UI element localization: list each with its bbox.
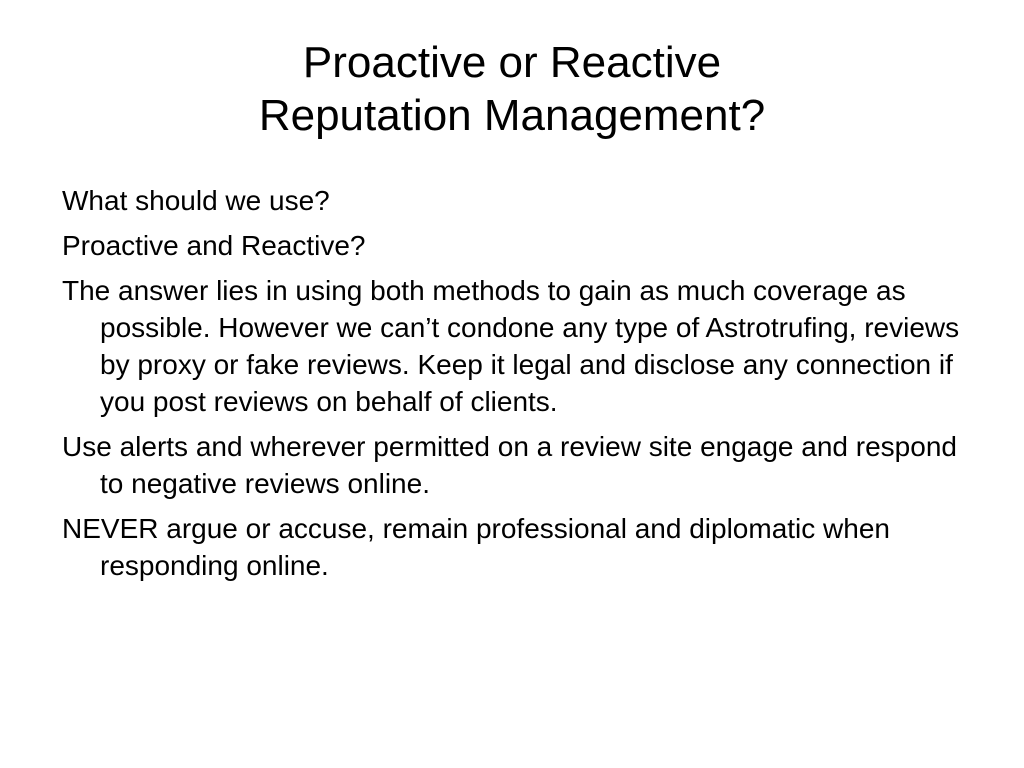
- bullet-what-should-we-use: What should we use?: [62, 185, 330, 216]
- bullet-proactive-and-reactive: Proactive and Reactive?: [62, 230, 366, 261]
- slide-bullet-list: [62, 182, 962, 592]
- slide-title-line-1: Proactive or Reactive: [302, 38, 722, 87]
- bullet-never-argue: NEVER argue or accuse, remain professional and diplomatic when responding online.: [62, 513, 890, 581]
- slide-title: [62, 36, 962, 142]
- slide-title-line-2: Reputation Management?: [258, 91, 766, 140]
- bullet-use-alerts: Use alerts and wherever permitted on a review site engage and respond to negative reviews online.: [62, 431, 957, 499]
- bullet-answer-both-methods: The answer lies in using both methods to gain as much coverage as possible. However we can’t condone any type of Astrotrufing, reviews by proxy or fake reviews. Keep it legal and disclose any connection if you post reviews on behalf of clients.: [62, 275, 960, 417]
